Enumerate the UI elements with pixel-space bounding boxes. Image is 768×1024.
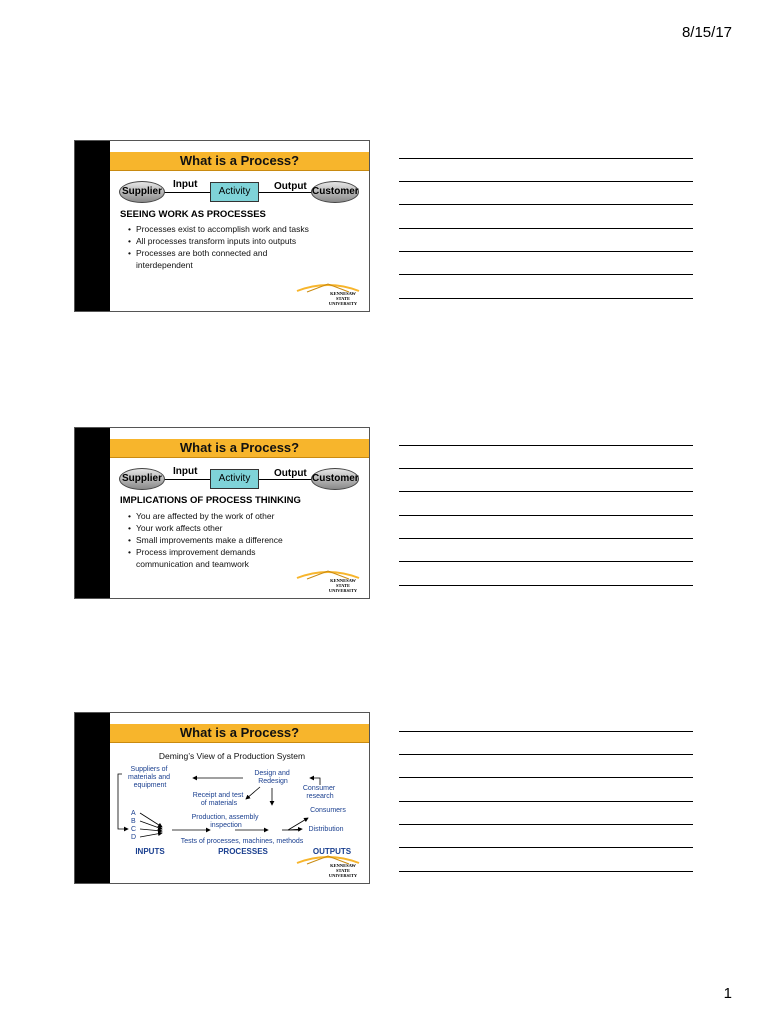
inputs-label: INPUTS	[135, 847, 165, 856]
notes-lines-3	[399, 731, 693, 872]
list-item: • All processes transform inputs into outputs	[128, 235, 328, 247]
processes-label: PROCESSES	[218, 847, 268, 856]
slide-title-bar	[110, 152, 369, 171]
output-label: Output	[274, 181, 307, 192]
slide-title: What is a Process?	[179, 725, 300, 740]
outputs-label: OUTPUTS	[312, 847, 352, 856]
slide-3	[74, 712, 370, 884]
page-date: 8/15/17	[681, 24, 732, 41]
distribution-label: Distribution	[308, 826, 344, 833]
slide-2	[74, 427, 370, 599]
list-item: • Processes are both connected and interdependent	[128, 247, 296, 271]
page-number: 1	[723, 985, 732, 1002]
customer-oval: Customer	[311, 181, 359, 203]
logo-text: KENNESAW STATE UNIVERSITY	[328, 291, 358, 306]
slide-sidebar	[75, 713, 110, 883]
tests-label: Tests of processes, machines, methods	[180, 838, 304, 845]
slide-sidebar	[75, 428, 110, 598]
design-label: Design and Redesign	[254, 770, 290, 785]
slide-heading: IMPLICATIONS OF PROCESS THINKING	[120, 495, 301, 506]
bullet-list	[128, 510, 328, 570]
customer-oval: Customer	[311, 468, 359, 490]
bullet-list	[128, 223, 328, 271]
list-item: • Your work affects other	[128, 522, 328, 534]
supplier-oval: Supplier	[119, 468, 165, 490]
list-item: • Processes exist to accomplish work and tasks	[128, 223, 328, 235]
notes-lines-2	[399, 445, 693, 586]
slide-sidebar	[75, 141, 110, 311]
output-label: Output	[274, 468, 307, 479]
input-label: Input	[173, 466, 198, 477]
list-item: • You are affected by the work of other	[128, 510, 328, 522]
diagram-title: Deming’s View of a Production System	[158, 751, 306, 761]
logo-text: KENNESAW STATE UNIVERSITY	[328, 863, 358, 878]
slide-title: What is a Process?	[179, 440, 300, 455]
logo-text: KENNESAW STATE UNIVERSITY	[328, 578, 358, 593]
slide-title-bar	[110, 439, 369, 458]
list-item: • Process improvement demands communication and teamwork	[128, 546, 286, 570]
production-label: Production, assembly inspection	[191, 814, 259, 829]
activity-box: Activity	[210, 182, 259, 202]
consumers-label: Consumers	[310, 807, 346, 814]
slide-heading: SEEING WORK AS PROCESSES	[120, 209, 266, 220]
abcd-labels: A B C D	[131, 810, 137, 841]
list-item: • Small improvements make a difference	[128, 534, 328, 546]
slide-1	[74, 140, 370, 312]
activity-box: Activity	[210, 469, 259, 489]
supplier-oval: Supplier	[119, 181, 165, 203]
receipt-label: Receipt and test of materials	[192, 792, 244, 807]
notes-lines-1	[399, 158, 693, 299]
slide-title-bar	[110, 724, 369, 743]
consumer-research-label: Consumer research	[302, 785, 336, 800]
input-label: Input	[173, 179, 198, 190]
slide-title: What is a Process?	[179, 153, 300, 168]
suppliers-label: Suppliers of materials and equipment	[128, 766, 171, 789]
